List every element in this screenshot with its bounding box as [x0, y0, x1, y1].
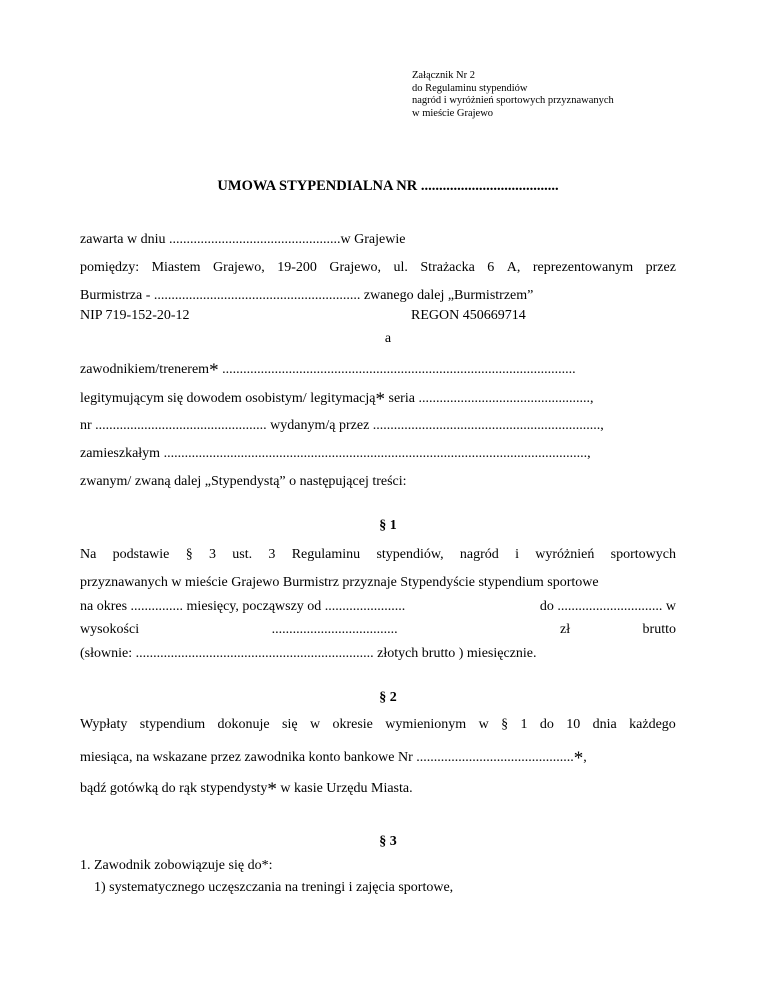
between-word: A,	[506, 260, 521, 275]
document-title: UMOWA STYPENDIALNA NR ......................................	[217, 178, 559, 194]
s2-word: się	[282, 717, 298, 732]
amount-label: wysokości	[80, 622, 140, 637]
s2-word: §	[501, 717, 509, 732]
s2-word: stypendium	[139, 717, 206, 732]
s1-word: podstawie	[112, 547, 170, 562]
until-text: do .............................. w	[539, 599, 676, 614]
annex-line-1: Załącznik Nr 2	[412, 70, 475, 81]
section-2-line-3	[80, 779, 413, 800]
asterisk-mark: *	[267, 779, 277, 800]
s2-word: każdego	[629, 717, 676, 732]
section-3-item-1: 1. Zawodnik zobowiązuje się do*:	[80, 858, 273, 873]
asterisk-mark: *	[209, 360, 219, 381]
asterisk-mark: *	[375, 389, 386, 410]
s2-word: okresie	[332, 717, 373, 732]
residence-line: zamieszkałym .........................................................................................................................,	[80, 446, 591, 461]
section-1-line-4	[80, 622, 676, 638]
id-label: legitymującym się dowodem osobistym/ legitymacją	[80, 391, 376, 406]
section-1-line-3	[80, 599, 676, 615]
s1-word: i	[515, 547, 519, 562]
between-word: Miastem	[151, 260, 201, 275]
asterisk-mark: *	[573, 748, 584, 769]
s1-word: wyróżnień	[535, 547, 595, 562]
section-2-line-2	[80, 748, 587, 769]
between-word: 19-200	[277, 260, 317, 275]
between-word: Grajewo,	[213, 260, 265, 275]
section-1-line-1	[80, 547, 676, 563]
s1-word: ust.	[232, 547, 253, 562]
s2-word: 10	[566, 717, 581, 732]
between-word: przez	[645, 260, 676, 275]
s1-word: Regulaminu	[291, 547, 361, 562]
section-2-line-1	[80, 717, 676, 733]
s2-word: dnia	[592, 717, 617, 732]
section-1-line-2: przyznawanych w mieście Grajewo Burmistrz przyznaje Stypendyście stypendium sportowe	[80, 575, 599, 590]
athlete-blank: .....................................................................................................	[218, 362, 576, 377]
amount-blank: ....................................	[271, 622, 398, 637]
between-word: 6	[487, 260, 495, 275]
annex-line-2: do Regulaminu stypendiów	[412, 82, 528, 94]
section-3-subitem-1: 1) systematycznego uczęszczania na treningi i zajęcia sportowe,	[94, 880, 454, 895]
s2-word: w	[478, 717, 489, 732]
annex-note	[412, 70, 614, 120]
annex-line-3: nagród i wyróżnień sportowych przyznawanych	[412, 95, 614, 107]
between-word: pomiędzy:	[80, 260, 140, 275]
s2-word: Wypłaty	[80, 717, 128, 732]
cash-text: bądź gotówką do rąk stypendysty	[80, 781, 268, 796]
between-line	[80, 260, 676, 276]
s1-word: nagród	[459, 547, 499, 562]
currency-text: zł	[560, 622, 571, 637]
s2-word: 1	[520, 717, 528, 732]
between-word: Strażacka	[420, 260, 475, 275]
s1-word: stypendiów,	[376, 547, 444, 562]
s2-word: w	[309, 717, 321, 732]
section-1-heading: § 1	[379, 518, 397, 533]
regon-number: REGON 450669714	[411, 308, 526, 323]
s1-word: 3	[268, 547, 276, 562]
period-text: na okres ............... miesięcy, począwszy od .......................	[80, 599, 406, 614]
date-line: zawarta w dniu .................................................w Grajewie	[80, 232, 406, 247]
between-word: ul.	[393, 260, 408, 275]
s2-word: wymienionym	[385, 717, 467, 732]
cash-office-text: w kasie Urzędu Miasta.	[276, 781, 413, 796]
s2-word: dokonuje	[217, 717, 270, 732]
nr-line: nr ................................................. wydanym/ą przez .................................................................,	[80, 418, 604, 433]
section-2-heading: § 2	[379, 690, 397, 705]
conjunction-a: a	[384, 331, 392, 346]
bank-account-text: miesiąca, na wskazane przez zawodnika konto bankowe Nr .............................................	[80, 750, 574, 765]
s1-word: 3	[208, 547, 216, 562]
called-line: zwanym/ zwaną dalej „Stypendystą” o następującej treści:	[80, 474, 407, 489]
annex-line-4: w mieście Grajewo	[412, 107, 494, 119]
comma: ,	[583, 750, 587, 765]
s1-word: §	[185, 547, 193, 562]
section-1-line-5: (słownie: .................................................................... złotych brutto ) miesięcznie.	[80, 646, 537, 661]
id-series: seria .................................................,	[385, 391, 594, 406]
s2-word: do	[539, 717, 554, 732]
section-3-heading: § 3	[379, 834, 397, 849]
s1-word: sportowych	[610, 547, 676, 562]
id-line	[80, 389, 594, 410]
s1-word: Na	[80, 547, 97, 562]
athlete-line	[80, 360, 576, 381]
nip-number: NIP 719-152-20-12	[80, 308, 190, 323]
mayor-line: Burmistrza - ........................................................... zwanego dalej „Burmistrzem”	[80, 288, 534, 303]
gross-text: brutto	[642, 622, 676, 637]
between-word: Grajewo,	[329, 260, 382, 275]
between-word: reprezentowanym	[532, 260, 634, 275]
athlete-label: zawodnikiem/trenerem	[80, 362, 210, 377]
